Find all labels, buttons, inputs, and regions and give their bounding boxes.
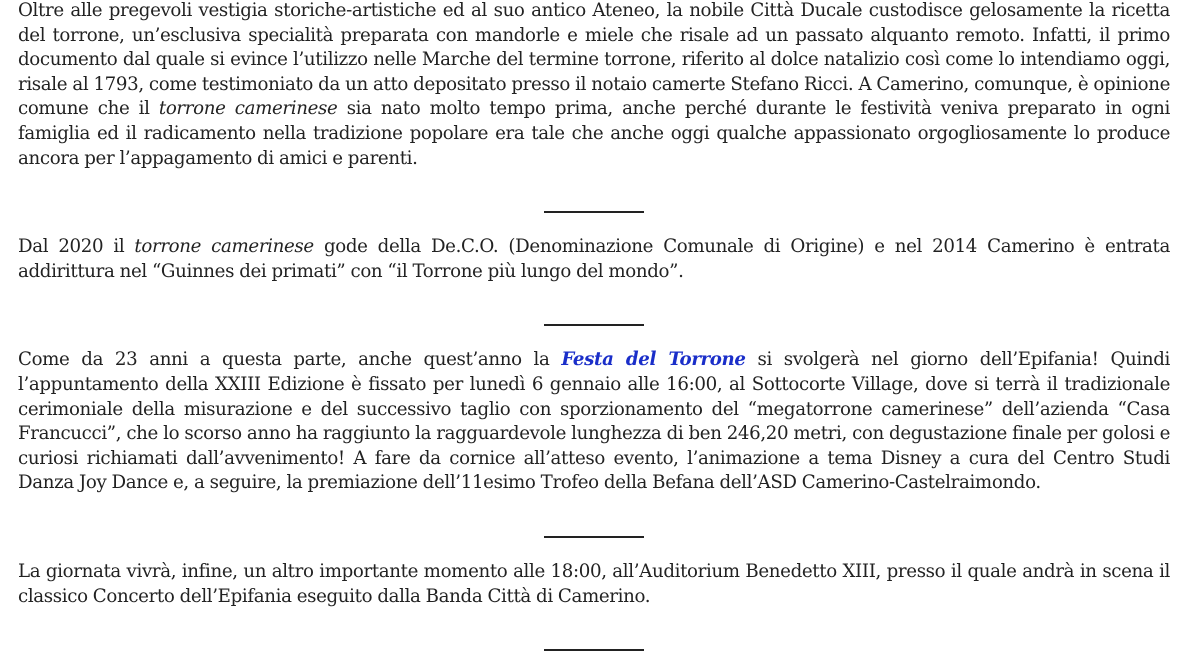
paragraph-history — [18, 0, 1170, 171]
paragraph-deco-italic: torrone camerinese — [134, 236, 314, 258]
paragraph-festa-text-a: Come da 23 anni a questa parte, anche quest’anno la — [18, 349, 562, 371]
festa-del-torrone-link[interactable]: Festa del Torrone — [561, 349, 746, 371]
spacer — [18, 538, 1170, 560]
paragraph-concerto-text: La giornata vivrà, infine, un altro importante momento alle 18:00, all’Auditorium Benedetto XIII, presso il quale andrà in scena il classico Concerto dell’Epifania eseguito dalla Banda Città di Camerino. — [18, 560, 1170, 607]
paragraph-history-text-a: Oltre alle pregevoli vestigia storiche-artistiche ed al suo antico Ateneo, la nobile Città Ducale custodisce gelosamente la ricetta del torrone, un’esclusiva specialità preparata con mandorle e miele che risale ad un passato alquanto remoto. Infatti, il primo documento dal quale si evince l’utilizzo nelle Marche del termine torrone, riferito al dolce natalizio così come lo intendiamo oggi, risale al 1793, come testimoniato da un atto depositato presso il notaio camerte Stefano Ricci. A Camerino, comunque, è opinione comune che il — [18, 0, 1170, 120]
spacer — [18, 496, 1170, 536]
paragraph-deco — [18, 235, 1170, 284]
paragraph-deco-text-b: gode della De.C.O. (Denominazione Comunale di Origine) e nel 2014 Camerino è entrata addirittura nel “Guinnes dei primati” con “il Torrone più lungo del mondo”. — [18, 236, 1170, 282]
paragraph-history-italic: torrone camerinese — [158, 98, 338, 120]
spacer — [18, 171, 1170, 211]
paragraph-festa — [18, 348, 1170, 496]
spacer — [18, 609, 1170, 649]
spacer — [18, 284, 1170, 324]
paragraph-history-text-b: sia nato molto tempo prima, anche perché durante le festività veniva preparato in ogni famiglia ed il radicamento nella tradizione popolare era tale che anche oggi qualche appassionato orgogliosamente lo produce ancora per l’appagamento di amici e parenti. — [18, 98, 1170, 169]
article-body — [18, 0, 1170, 651]
paragraph-deco-text-a: Dal 2020 il — [18, 236, 135, 258]
paragraph-festa-text-b: si svolgerà nel giorno dell’Epifania! Quindi l’appuntamento della XXIII Edizione è fissato per lunedì 6 gennaio alle 16:00, al Sottocorte Village, dove si terrà il tradizionale cerimoniale della misurazione e del successivo taglio con sporzionamento del “megatorrone camerinese” dell’azienda “Casa Francucci”, che lo scorso anno ha raggiunto la ragguardevole lunghezza di ben 246,20 metri, con degustazione finale per golosi e curiosi richiamati dall’avvenimento! A fare da cornice all’atteso evento, l’animazione a tema Disney a cura del Centro Studi Danza Joy Dance e, a seguire, la premiazione dell’11esimo Trofeo della Befana dell’ASD Camerino-Castelraimondo. — [18, 349, 1170, 494]
spacer — [18, 213, 1170, 235]
spacer — [18, 326, 1170, 348]
paragraph-concerto — [18, 560, 1170, 609]
